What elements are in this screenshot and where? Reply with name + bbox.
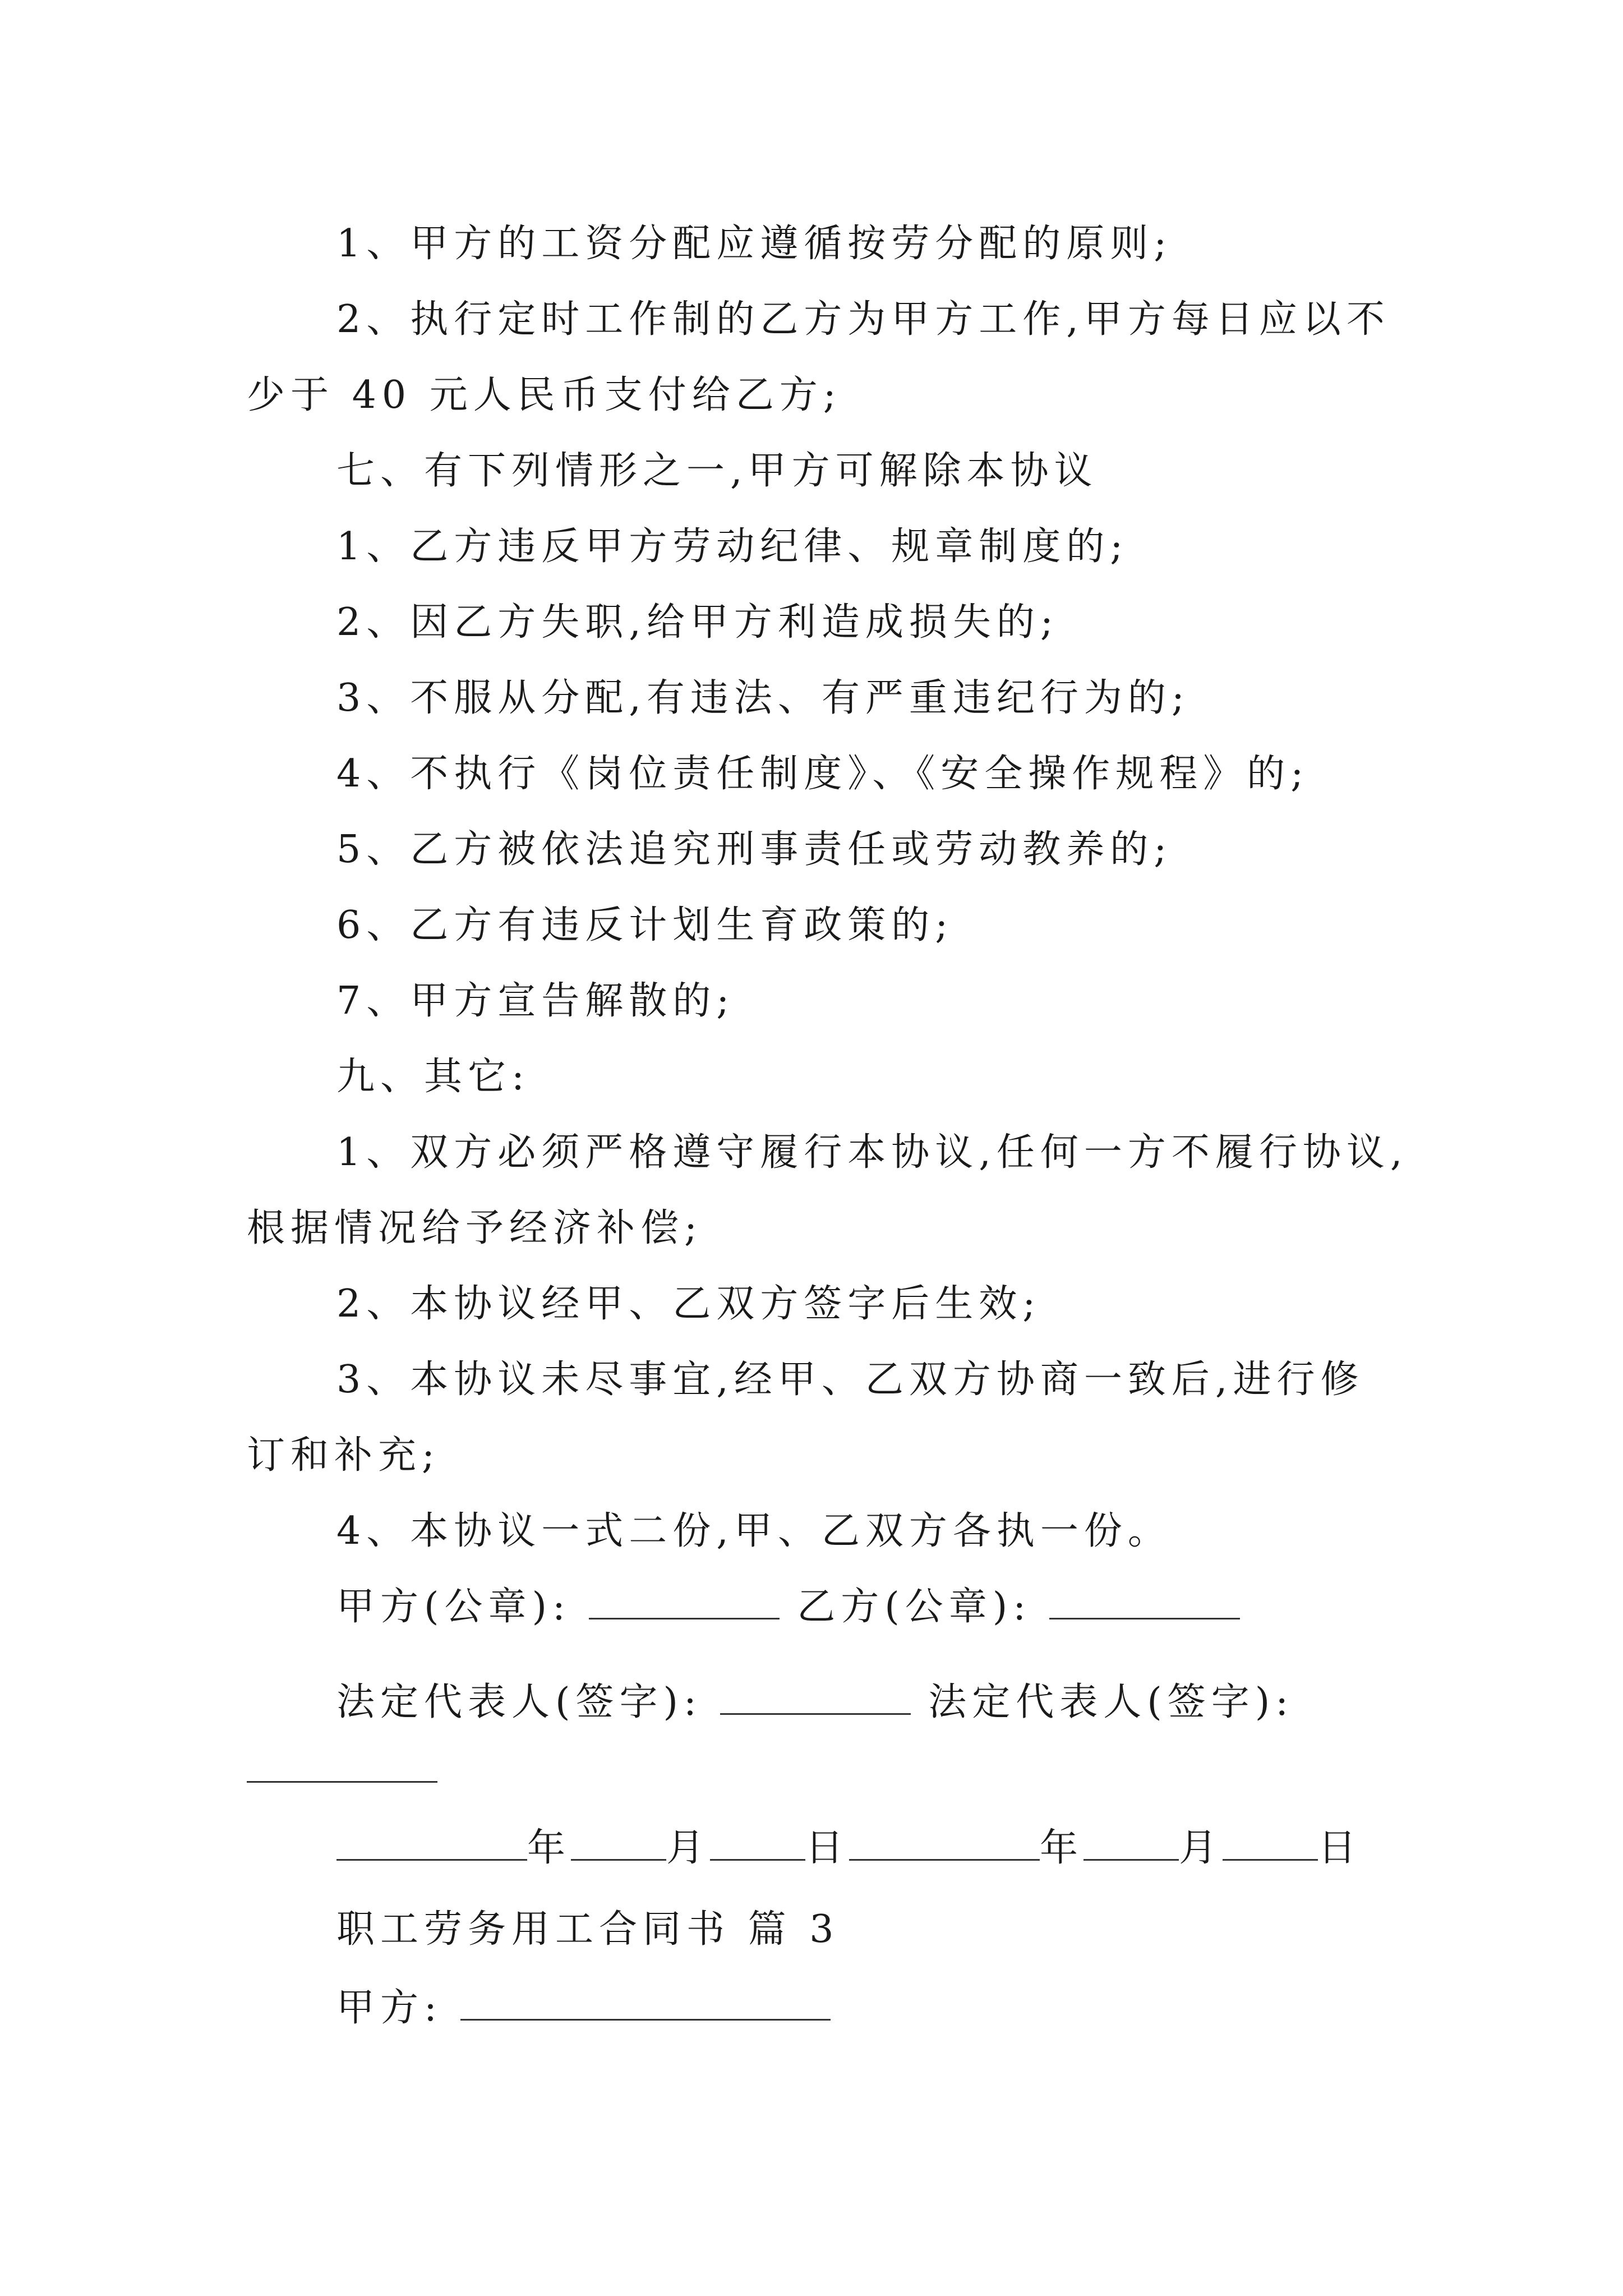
section-heading-other: 九、其它: — [336, 1055, 530, 1099]
date-a-day-field[interactable] — [710, 1824, 805, 1861]
date-a-month-field[interactable] — [571, 1824, 666, 1861]
date-a-year-label: 年 — [527, 1826, 571, 1870]
date-b-month-label: 月 — [1179, 1826, 1223, 1870]
seal-row — [336, 1579, 1240, 1635]
clause-other-3-cont: 订和补充; — [247, 1433, 440, 1478]
date-a-day-label: 日 — [805, 1826, 850, 1870]
clause-other-3: 3、本协议未尽事宜,经甲、乙双方协商一致后,进行修 — [336, 1358, 1364, 1402]
clause-other-1-cont: 根据情况给予经济补偿; — [247, 1206, 703, 1250]
date-row — [336, 1820, 1362, 1876]
date-b-year-field[interactable] — [849, 1824, 1040, 1861]
date-b-month-field[interactable] — [1083, 1824, 1179, 1861]
next-party-a-row — [336, 1980, 831, 2036]
party-b-seal-field[interactable] — [1049, 1583, 1240, 1619]
clause-other-2: 2、本协议经甲、乙双方签字后生效; — [336, 1282, 1041, 1326]
clause-wage-2: 2、执行定时工作制的乙方为甲方工作,甲方每日应以不 — [336, 297, 1390, 342]
legal-rep-a-label: 法定代表人(签字): — [336, 1680, 702, 1724]
section-heading-termination: 七、有下列情形之一,甲方可解除本协议 — [336, 449, 1098, 493]
next-party-a-label: 甲方: — [336, 1986, 442, 2030]
party-b-seal-label: 乙方(公章): — [797, 1585, 1032, 1629]
clause-termination-7: 7、甲方宣告解散的; — [336, 979, 735, 1023]
date-a-year-field[interactable] — [336, 1824, 527, 1861]
date-b-day-field[interactable] — [1223, 1824, 1318, 1861]
clause-other-4: 4、本协议一式二份,甲、乙双方各执一份。 — [336, 1509, 1172, 1553]
legal-rep-b-label: 法定代表人(签字): — [928, 1680, 1294, 1724]
legal-rep-a-field[interactable] — [720, 1678, 911, 1715]
legal-rep-b-field[interactable] — [247, 1781, 437, 1783]
clause-termination-5: 5、乙方被依法追究刑事责任或劳动教养的; — [336, 827, 1173, 872]
date-a-month-label: 月 — [666, 1826, 711, 1870]
date-b-year-label: 年 — [1040, 1826, 1084, 1870]
next-section-title: 职工劳务用工合同书 篇 3 — [336, 1907, 840, 1952]
party-a-seal-field[interactable] — [589, 1583, 780, 1619]
clause-wage-1: 1、甲方的工资分配应遵循按劳分配的原则; — [336, 222, 1173, 266]
clause-termination-4: 4、不执行《岗位责任制度》、《安全操作规程》的; — [336, 752, 1310, 796]
next-party-a-field[interactable] — [460, 1984, 831, 2021]
clause-termination-6: 6、乙方有违反计划生育政策的; — [336, 903, 954, 947]
clause-termination-1: 1、乙方违反甲方劳动纪律、规章制度的; — [336, 524, 1129, 569]
date-b-day-label: 日 — [1318, 1826, 1362, 1870]
clause-termination-3: 3、不服从分配,有违法、有严重违纪行为的; — [336, 676, 1190, 720]
clause-wage-2-cont: 少于 40 元人民币支付给乙方; — [247, 373, 842, 417]
clause-termination-2: 2、因乙方失职,给甲方利造成损失的; — [336, 600, 1059, 645]
clause-other-1: 1、双方必须严格遵守履行本协议,任何一方不履行协议, — [336, 1130, 1408, 1175]
party-a-seal-label: 甲方(公章): — [336, 1585, 571, 1629]
legal-rep-row — [336, 1674, 1294, 1731]
